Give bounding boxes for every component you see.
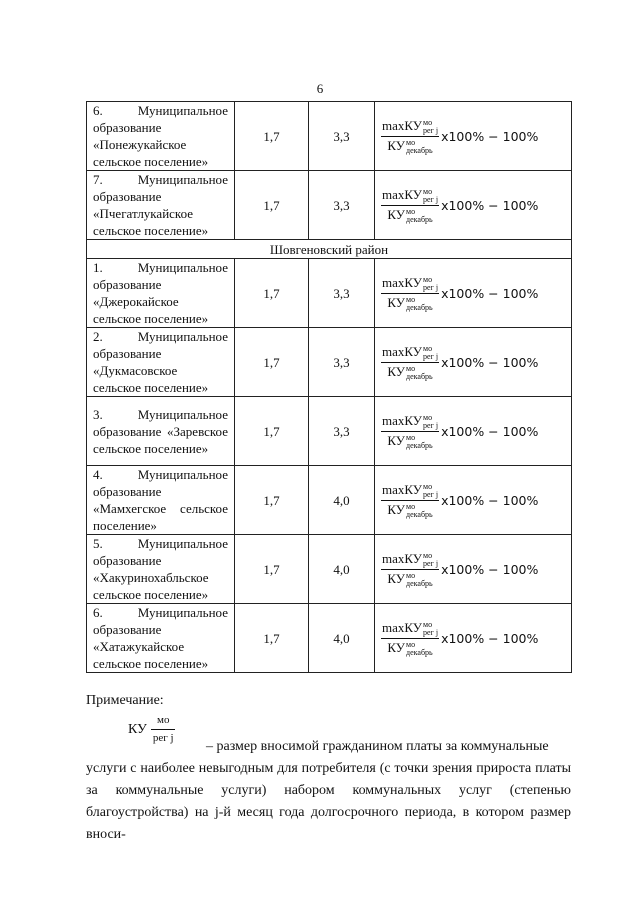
formula (381, 482, 538, 519)
formula-denominator-sub: декабрь (406, 215, 433, 225)
note-paragraph (86, 736, 571, 846)
municipality-name: 4. Муниципальное образование «Мамхегское сельское поселение» (87, 466, 235, 535)
formula-denominator-main: КУ (387, 502, 406, 517)
formula-denominator-main: КУ (387, 207, 406, 222)
value-col3: 3,3 (309, 102, 375, 171)
value-col3: 4,0 (309, 604, 375, 673)
formula-denominator-main: КУ (387, 364, 406, 379)
formula-numerator-sub: рег j (423, 559, 439, 568)
value-col3: 4,0 (309, 535, 375, 604)
value-col3: 3,3 (309, 171, 375, 240)
formula-cell (375, 397, 572, 466)
district-name: Шовгеновский район (87, 240, 572, 259)
table-row (87, 259, 572, 328)
municipality-name: 2. Муниципальное образование «Дукмасовское сельское поселение» (87, 328, 235, 397)
formula-tail: x100% − 100% (441, 355, 539, 370)
formula-denominator-sup: мо (406, 138, 416, 148)
formula-cell (375, 535, 572, 604)
note-symbol-sub: рег j (152, 732, 174, 744)
formula-numerator-main: maxКУ (382, 117, 422, 133)
formula-cell (375, 171, 572, 240)
formula-numerator-sup: мо (423, 344, 433, 353)
formula-denominator-main: КУ (387, 571, 406, 586)
formula (381, 620, 538, 657)
tariff-table (86, 101, 572, 673)
formula-denominator-main: КУ (387, 138, 406, 153)
formula-tail: x100% − 100% (441, 286, 539, 301)
formula-numerator-sup: мо (423, 413, 433, 422)
formula-cell (375, 604, 572, 673)
formula-denominator-sup: мо (406, 207, 416, 217)
formula-tail: x100% − 100% (441, 129, 539, 144)
note-text-first: – размер вносимой гражданином платы за коммунальные (206, 739, 549, 754)
formula-tail: x100% − 100% (441, 493, 539, 508)
table-row (87, 535, 572, 604)
note-symbol-main: КУ (128, 721, 147, 737)
formula-denominator-sub: декабрь (406, 510, 433, 520)
formula-numerator-sup: мо (423, 551, 433, 560)
municipality-name: 1. Муниципальное образование «Джерокайское сельское поселение» (87, 259, 235, 328)
note-text-rest: услуги с наиболее невыгодным для потребителя (с точки зрения прироста платы за коммунальные услуги) набором коммунальных услуг (степенью благоустройства) на j-й месяц года долгосрочного периода, в котором размер вноси- (86, 761, 571, 842)
value-col2: 1,7 (235, 171, 309, 240)
formula-numerator-sub: рег j (423, 490, 439, 499)
value-col2: 1,7 (235, 604, 309, 673)
formula-numerator-sup: мо (423, 187, 433, 196)
formula-cell (375, 328, 572, 397)
table-row (87, 397, 572, 466)
formula-numerator-main: maxКУ (382, 550, 422, 566)
formula (381, 344, 538, 381)
formula-numerator-main: maxКУ (382, 343, 422, 359)
value-col2: 1,7 (235, 259, 309, 328)
value-col2: 1,7 (235, 466, 309, 535)
value-col2: 1,7 (235, 397, 309, 466)
value-col2: 1,7 (235, 328, 309, 397)
formula-numerator-sub: рег j (423, 126, 439, 135)
formula-tail: x100% − 100% (441, 424, 539, 439)
formula (381, 275, 538, 312)
formula-denominator-sub: декабрь (406, 579, 433, 589)
municipality-name: 3. Муниципальное образование «Заревское сельское поселение» (87, 397, 235, 466)
formula-denominator-sup: мо (406, 640, 416, 650)
formula-denominator-sup: мо (406, 295, 416, 305)
formula-numerator-sup: мо (423, 118, 433, 127)
formula-cell (375, 259, 572, 328)
value-col3: 3,3 (309, 259, 375, 328)
formula-numerator-sup: мо (423, 620, 433, 629)
formula-denominator-main: КУ (387, 433, 406, 448)
formula (381, 187, 538, 224)
formula-numerator-sub: рег j (423, 628, 439, 637)
table-row (87, 604, 572, 673)
formula-cell (375, 102, 572, 171)
formula-numerator-main: maxКУ (382, 412, 422, 428)
formula-tail: x100% − 100% (441, 198, 539, 213)
value-col3: 3,3 (309, 397, 375, 466)
note-title: Примечание: (86, 693, 164, 708)
table-row (87, 171, 572, 240)
formula-numerator-main: maxКУ (382, 274, 422, 290)
table-row (87, 102, 572, 171)
formula (381, 413, 538, 450)
formula-denominator-main: КУ (387, 295, 406, 310)
municipality-name: 5. Муниципальное образование «Хакуринохабльское сельское поселение» (87, 535, 235, 604)
formula-denominator-sub: декабрь (406, 441, 433, 451)
formula-tail: x100% − 100% (441, 631, 539, 646)
value-col2: 1,7 (235, 535, 309, 604)
value-col3: 3,3 (309, 328, 375, 397)
formula (381, 118, 538, 155)
formula-denominator-sub: декабрь (406, 146, 433, 156)
formula-denominator-sup: мо (406, 364, 416, 374)
formula-numerator-sub: рег j (423, 195, 439, 204)
formula-numerator-main: maxКУ (382, 186, 422, 202)
table-row (87, 466, 572, 535)
formula-numerator-main: maxКУ (382, 481, 422, 497)
formula-numerator-sup: мо (423, 482, 433, 491)
formula-denominator-sup: мо (406, 433, 416, 443)
formula-numerator-sup: мо (423, 275, 433, 284)
formula-denominator-main: КУ (387, 640, 406, 655)
formula-cell (375, 466, 572, 535)
value-col3: 4,0 (309, 466, 375, 535)
formula (381, 551, 538, 588)
formula-denominator-sub: декабрь (406, 648, 433, 658)
municipality-name: 6. Муниципальное образование «Понежукайское сельское поселение» (87, 102, 235, 171)
page-number: 6 (316, 81, 324, 96)
table-row (87, 328, 572, 397)
municipality-name: 7. Муниципальное образование «Пчегатлукайское сельское поселение» (87, 171, 235, 240)
formula-denominator-sub: декабрь (406, 303, 433, 313)
formula-numerator-sub: рег j (423, 283, 439, 292)
municipality-name: 6. Муниципальное образование «Хатажукайское сельское поселение» (87, 604, 235, 673)
value-col2: 1,7 (235, 102, 309, 171)
note-symbol-sup: мо (151, 713, 175, 730)
formula-numerator-main: maxКУ (382, 619, 422, 635)
district-row (87, 240, 572, 259)
formula-numerator-sub: рег j (423, 421, 439, 430)
formula-denominator-sub: декабрь (406, 372, 433, 382)
formula-denominator-sup: мо (406, 502, 416, 512)
formula-tail: x100% − 100% (441, 562, 539, 577)
formula-denominator-sup: мо (406, 571, 416, 581)
formula-numerator-sub: рег j (423, 352, 439, 361)
